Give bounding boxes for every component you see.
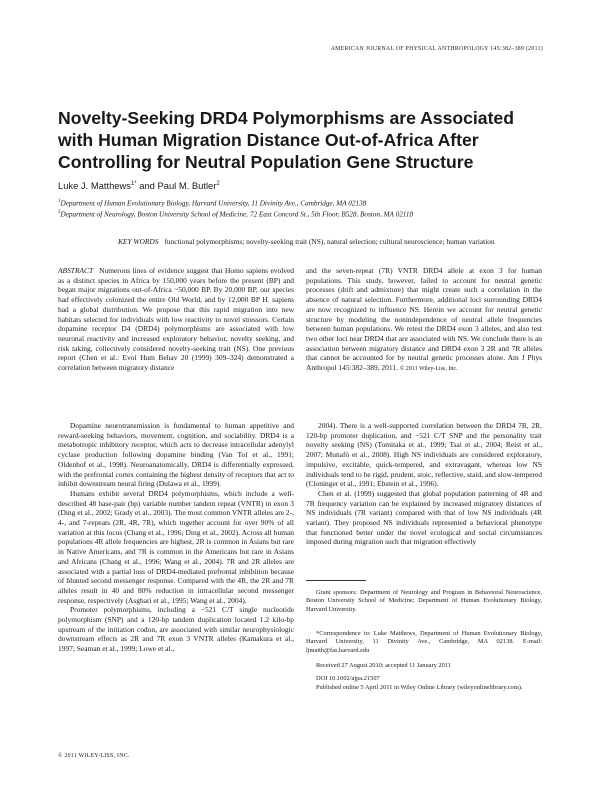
footnote-correspondence <box>306 630 542 655</box>
footnote-published-text: Published online 5 April 2011 in Wiley Online Library (wileyonlinelibrary.com). <box>316 684 523 691</box>
footnote-grant <box>306 589 542 614</box>
body-paragraph: 2004). There is a well-supported correlation between the DRD4 7R, 2R, 120-bp promoter duplication, and −521 C/T SNP and the personality trait novelty seeking (NS) (Tomitaka et al., 1999; Tsai et al., 2004; Reist et al., 2007; Munafò et al., 2008). High NS individuals are considered exploratory, impulsive, excitable, quick-tempered, and extravagant, whereas low NS individuals tend to be rigid, prudent, stoic, reflective, staid, and slow-tempered (Cloninger et al., 1991; Ebstein et al., 1996). <box>306 421 542 489</box>
author-join: and <box>136 180 158 191</box>
footnote-doi <box>306 675 542 683</box>
author-1[interactable]: Luke J. Matthews <box>58 180 131 191</box>
affiliation-2-num: 2 <box>58 210 61 215</box>
keywords-text: functional polymorphisms; novelty-seeking trait (NS), natural selection; cultural neuroscience; human variation <box>164 237 495 246</box>
page-copyright: © 2011 WILEY-LISS, INC. <box>58 753 130 759</box>
footnote-received <box>306 662 542 670</box>
footnote-published <box>306 684 542 692</box>
affiliation-2-text: Department of Neurology, Boston University School of Medicine, 72 East Concord St., 5th Floor, B528, Boston, MA 02118 <box>60 210 414 219</box>
body-right-column <box>306 421 542 547</box>
author-2[interactable]: Paul M. Butler <box>157 180 217 191</box>
body-paragraph: Promoter polymorphisms, including a −521 C/T single nucleotide polymorphism (SNP) and a 120-bp tandem duplication located 1.2 kilo-bp upstream of the initiation codon, are associated with similar neurophysiologic downstream effects as 2R and 7R exon 3 VNTR alleles (Kamakura et al., 1997; Seaman et al., 1999; Lowe et al., <box>58 605 294 654</box>
abstract-text-left: Numerous lines of evidence suggest that Homo sapiens evolved as a distinct species in Africa by 150,000 years before the present (BP) and began major migrations out-of-Africa ~50,000 BP. By 20,000 BP, our species had effectively colonized the entire Old World, and by 12,000 BP H. sapiens had a global distribution. We propose that this rapid migration into new habitats selected for individuals with low reactivity to novel stressors. Certain dopamine receptor D4 (DRD4) polymorphisms are associated with low neuronal reactivity and increased exploratory behavior, novelty seeking, and risk taking, collectively considered novelty-seeking trait (NS). One previous report (Chen et al.: Evol Hum Behav 20 (1999) 309–324) demonstrated a correlation between migratory distance <box>58 266 294 373</box>
abstract-text-right: and the seven-repeat (7R) VNTR DRD4 allele at exon 3 for human populations. This study, however, failed to account for neutral genetic processes (drift and admixture) that might create such a correlation in the absence of natural selection. Furthermore, additional loci surrounding DRD4 are now recognized to influence NS. Herein we account for neutral genetic structure by modeling the nonindependence of neutral allele frequencies between human populations. We retest the DRD4 exon 3 alleles, and also test two other loci near DRD4 that are associated with NS. We conclude there is an association between migratory distance and DRD4 exon 3 2R and 7R alleles that cannot be accounted for by neutral genetic processes alone. Am J Phys Anthropol 145:382–389, 2011. <box>306 266 542 373</box>
footnote-grant-text: Grant sponsors: Department of Neurology and Program in Behavioral Neuroscience, Boston University School of Medicine; Department of Human Evolutionary Biology, Harvard University. <box>306 589 542 613</box>
abstract-copyright: © 2011 Wiley-Liss, Inc. <box>399 366 458 373</box>
article-title: Novelty-Seeking DRD4 Polymorphisms are Associated with Human Migration Distance Out-of-Africa After Controlling for Neutral Population Gene Structure <box>58 108 514 172</box>
body-paragraph: Humans exhibit several DRD4 polymorphisms, which include a well-described 48 base-pair (bp) variable number tandem repeat (VNTR) in exon 3 (Ding et al., 2002; Grady et al., 2003). The most common VNTR alleles are 2-, 4-, and 7-repeats (2R, 4R, 7R), which together account for over 90% of all variation at this locus (Chang et al., 1996; Ding et al., 2002). Across all human populations 4R allele frequencies are highest, 2R is common in Asians but rare in Native Americans, and 7R is common in the Americans but rare in Asians and Africans (Chang et al., 1996; Wang et al., 2004). 7R and 2R alleles are associated with a partial loss of DRD4-mediated prefrontal inhibition because of blunted second messenger response. Compared with the 4R, the 2R and 7R alleles result in 40 and 80% reduction in intracellular second messenger response, respectively (Asghari et al., 1995; Wang et al., 2004). <box>58 488 294 605</box>
body-left-column <box>58 421 294 654</box>
affiliation-1-text: Department of Human Evolutionary Biology, Harvard University, 11 Divinity Ave., Cambridge, MA 02138 <box>60 199 367 208</box>
doi-link[interactable]: DOI 10.1002/ajpa.21507 <box>316 675 380 682</box>
footnote-correspondence-text: *Correspondence to: Luke Matthews, Department of Human Evolutionary Biology, Harvard University, 11 Divinity Ave., Cambridge, MA 02138. E-mail: ljmatth@fas.harvard.edu <box>306 630 542 654</box>
affiliation-1-num: 1 <box>58 199 61 204</box>
authors <box>58 180 220 191</box>
abstract-right-column <box>306 266 542 375</box>
abstract-label: ABSTRACT <box>58 266 94 275</box>
journal-header: AMERICAN JOURNAL OF PHYSICAL ANTHROPOLOGY 145:382–389 (2011) <box>330 46 543 52</box>
body-paragraph: Chen et al. (1999) suggested that global population patterning of 4R and 7R frequency variation can be explained by increased migratory distances of NS individuals (7R variant) compared with that of low NS individuals (4R variant). They proposed NS individuals represented a behavioral phenotype that functioned better under the novel ecological and social circumstances imposed during migration such that migration effectively <box>306 488 542 547</box>
affiliation-1 <box>58 199 366 207</box>
abstract-left-column <box>58 266 294 373</box>
footnote-received-text: Received 27 August 2010; accepted 11 January 2011 <box>316 662 451 669</box>
affiliation-2 <box>58 210 413 218</box>
author-2-sup: 2 <box>216 180 220 187</box>
author-1-sup: 1* <box>130 180 137 187</box>
keywords-label: KEY WORDS <box>118 237 159 246</box>
keywords <box>118 237 538 247</box>
footnote-divider <box>306 580 366 581</box>
body-paragraph: Dopamine neurotransmission is fundamental to human appetitive and reward-seeking behaviors, movement, cognition, and sociability. DRD4 is a metabotropic inhibitory receptor, which acts to decrease intracellular adenylyl cyclase production following dopamine binding (Van Tol et al., 1991; Oldenhof et al., 1998). Neuroanatomically, DRD4 is differentially expressed, with the prefrontal cortex containing the highest density of receptors that act to inhibit downstream neural firing (Dulawa et al., 1999). <box>58 421 294 489</box>
